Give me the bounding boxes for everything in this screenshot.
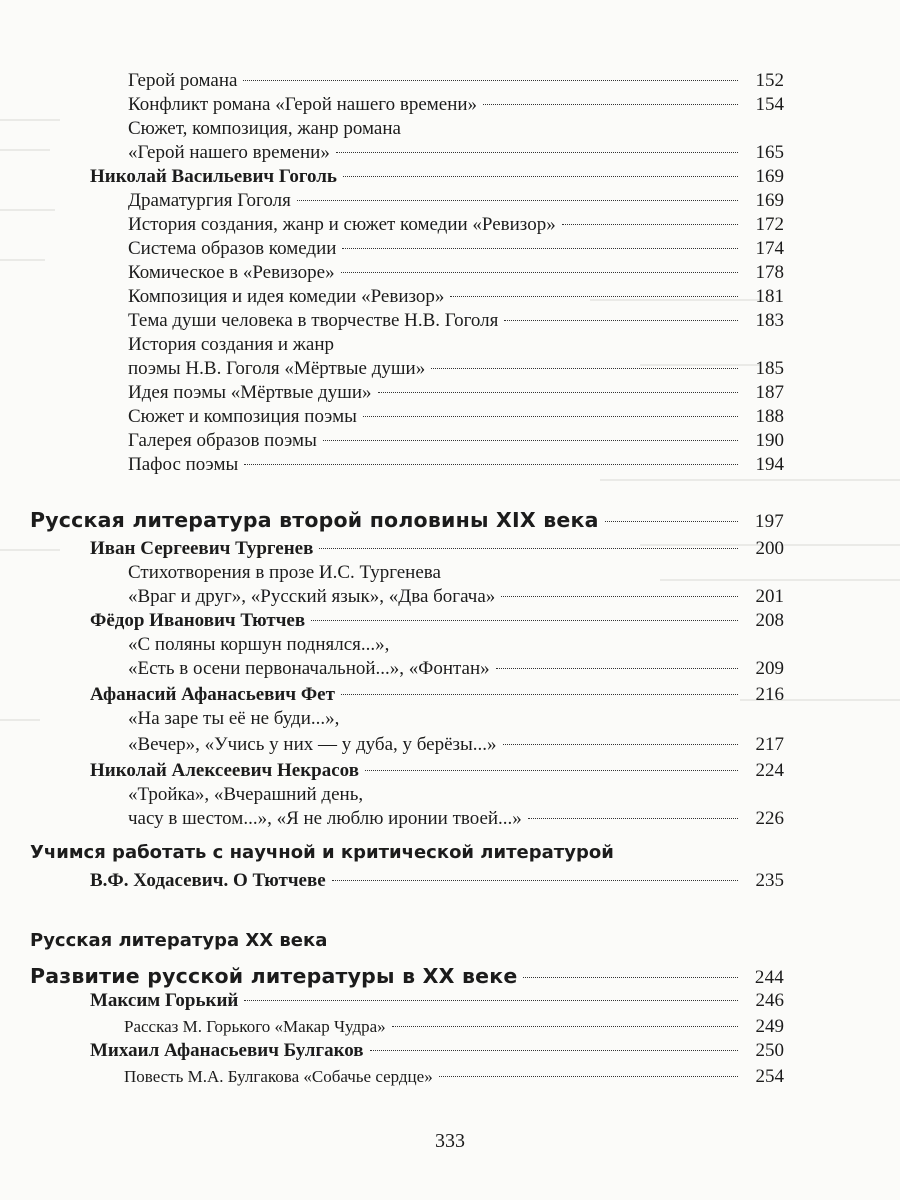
toc-entry[interactable] [128,430,784,452]
toc-entry[interactable] [128,286,784,308]
leader-dots [528,818,738,819]
entry-title: Драматургия Гоголя [128,190,291,211]
leader-dots [450,296,738,297]
page-number: 254 [755,1066,784,1087]
page-number: 235 [755,870,784,891]
entry-title: «С поляны коршун поднялся...», [128,634,390,655]
entry-title: Рассказ М. Горького «Макар Чудра» [124,1017,386,1036]
toc-entry-line [128,562,784,584]
page-number: 185 [755,358,784,379]
entry-title: Пафос поэмы [128,454,239,475]
toc-author-heading[interactable] [90,870,784,892]
toc-author-heading[interactable] [90,610,784,632]
page-number: 169 [755,166,784,187]
page-number: 249 [755,1016,784,1037]
leader-dots [483,104,738,105]
entry-title: Система образов комедии [128,238,337,259]
leader-dots [319,548,738,549]
entry-title: Сюжет, композиция, жанр романа [128,118,401,139]
leader-dots [504,320,738,321]
toc-entry[interactable] [128,142,784,164]
leader-dots [323,440,738,441]
toc-entry[interactable] [128,262,784,284]
entry-title: Галерея образов поэмы [128,430,317,451]
page-number: 183 [755,310,784,331]
author-name: Николай Васильевич Гоголь [90,166,337,187]
toc-entry[interactable] [128,406,784,428]
leader-dots [342,248,738,249]
entry-title: Стихотворения в прозе И.С. Тургенева [128,562,441,583]
page-number: 178 [755,262,784,283]
toc-entry-line [128,334,784,356]
leader-dots [343,176,738,177]
page-number: 217 [755,734,784,755]
toc-entry[interactable] [128,382,784,404]
toc-entry[interactable] [128,70,784,92]
leader-dots [370,1050,738,1051]
leader-dots [439,1076,738,1077]
page-number: 216 [755,684,784,705]
entry-title: В.Ф. Ходасевич. О Тютчеве [90,870,326,891]
toc-entry[interactable] [128,454,784,476]
leader-dots [363,416,738,417]
leader-dots [244,464,738,465]
entry-title: «Герой нашего времени» [128,142,330,163]
toc-entry[interactable] [128,190,784,212]
leader-dots [341,272,738,273]
leader-dots [523,977,738,978]
entry-title: Повесть М.А. Булгакова «Собачье сердце» [124,1067,433,1086]
toc-entry-line [128,708,784,730]
page-number: 194 [755,454,784,475]
entry-title: «Есть в осени первоначальной...», «Фонтан» [128,658,490,679]
entry-title: История создания, жанр и сюжет комедии «Ревизор» [128,214,556,235]
leader-dots [243,80,738,81]
toc-section-heading[interactable] [30,964,784,989]
page-number: 169 [755,190,784,211]
author-name: Иван Сергеевич Тургенев [90,538,314,559]
toc-author-heading[interactable] [90,684,784,706]
section-title: Развитие русской литературы в XX веке [30,964,518,988]
leader-dots [311,620,738,621]
entry-title: «Вечер», «Учись у них — у дуба, у берёзы...» [128,734,497,755]
entry-title: Тема души человека в творчестве Н.В. Гоголя [128,310,499,331]
leader-dots [431,368,738,369]
entry-title: поэмы Н.В. Гоголя «Мёртвые души» [128,358,426,379]
page-folio: 333 [435,1130,465,1152]
page-number: 250 [755,1040,784,1061]
toc-part-heading [30,930,784,951]
leader-dots [378,392,738,393]
toc-entry[interactable] [128,734,784,756]
entry-title: Сюжет и композиция поэмы [128,406,357,427]
page-number: 197 [754,511,784,532]
toc-entry[interactable] [128,586,784,608]
entry-title: «На заре ты её не буди...», [128,708,340,729]
toc-author-heading[interactable] [90,760,784,782]
author-name: Николай Алексеевич Некрасов [90,760,359,781]
page-number: 172 [755,214,784,235]
entry-title: История создания и жанр [128,334,335,355]
leader-dots [562,224,738,225]
entry-title: Комическое в «Ревизоре» [128,262,335,283]
author-name: Фёдор Иванович Тютчев [90,610,306,631]
author-name: Афанасий Афанасьевич Фет [90,684,335,705]
toc-entry[interactable] [128,238,784,260]
page-number: 226 [755,808,784,829]
leader-dots [341,694,738,695]
page-number: 244 [754,967,784,988]
leader-dots [365,770,738,771]
page-number: 165 [755,142,784,163]
toc-entry[interactable] [128,214,784,236]
leader-dots [336,152,738,153]
section-title: Русская литература второй половины XIX века [30,508,599,532]
toc-study-heading [30,842,784,863]
study-title: Учимся работать с научной и критической литературой [30,842,614,863]
entry-title: «Тройка», «Вчерашний день, [128,784,364,805]
toc-entry[interactable] [128,310,784,332]
toc-entry[interactable] [128,94,784,116]
toc-entry[interactable] [124,1016,784,1038]
entry-title: Конфликт романа «Герой нашего времени» [128,94,478,115]
page-number: 209 [755,658,784,679]
page-number: 201 [755,586,784,607]
leader-dots [496,668,738,669]
toc-entry[interactable] [128,358,784,380]
entry-title: Идея поэмы «Мёртвые души» [128,382,372,403]
toc-entry-line [128,634,784,656]
leader-dots [605,521,738,522]
author-name: Максим Горький [90,990,239,1011]
author-name: Михаил Афанасьевич Булгаков [90,1040,364,1061]
toc-entry-line [128,118,784,140]
toc-section-heading[interactable] [30,508,784,533]
leader-dots [503,744,738,745]
leader-dots [332,880,738,881]
page-number: 154 [755,94,784,115]
page-number: 246 [755,990,784,1011]
entry-title: Герой романа [128,70,238,91]
page-number: 187 [755,382,784,403]
leader-dots [244,1000,738,1001]
leader-dots [392,1026,738,1027]
page-number: 181 [755,286,784,307]
leader-dots [297,200,738,201]
leader-dots [501,596,738,597]
page-number: 188 [755,406,784,427]
page-number: 224 [755,760,784,781]
toc-entry[interactable] [128,658,784,680]
toc-author-heading[interactable] [90,166,784,188]
page-number: 208 [755,610,784,631]
page-number: 200 [755,538,784,559]
page-number: 152 [755,70,784,91]
entry-title: часу в шестом...», «Я не люблю иронии твоей...» [128,808,522,829]
toc-entry[interactable] [128,808,784,830]
toc-author-heading[interactable] [90,1040,784,1062]
entry-title: Композиция и идея комедии «Ревизор» [128,286,445,307]
page-number: 190 [755,430,784,451]
toc-author-heading[interactable] [90,538,784,560]
page-number: 174 [755,238,784,259]
toc-entry-line [128,784,784,806]
part-title: Русская литература XX века [30,930,328,951]
toc-author-heading[interactable] [90,990,784,1012]
toc-entry[interactable] [124,1066,784,1088]
entry-title: «Враг и друг», «Русский язык», «Два богача» [128,586,496,607]
